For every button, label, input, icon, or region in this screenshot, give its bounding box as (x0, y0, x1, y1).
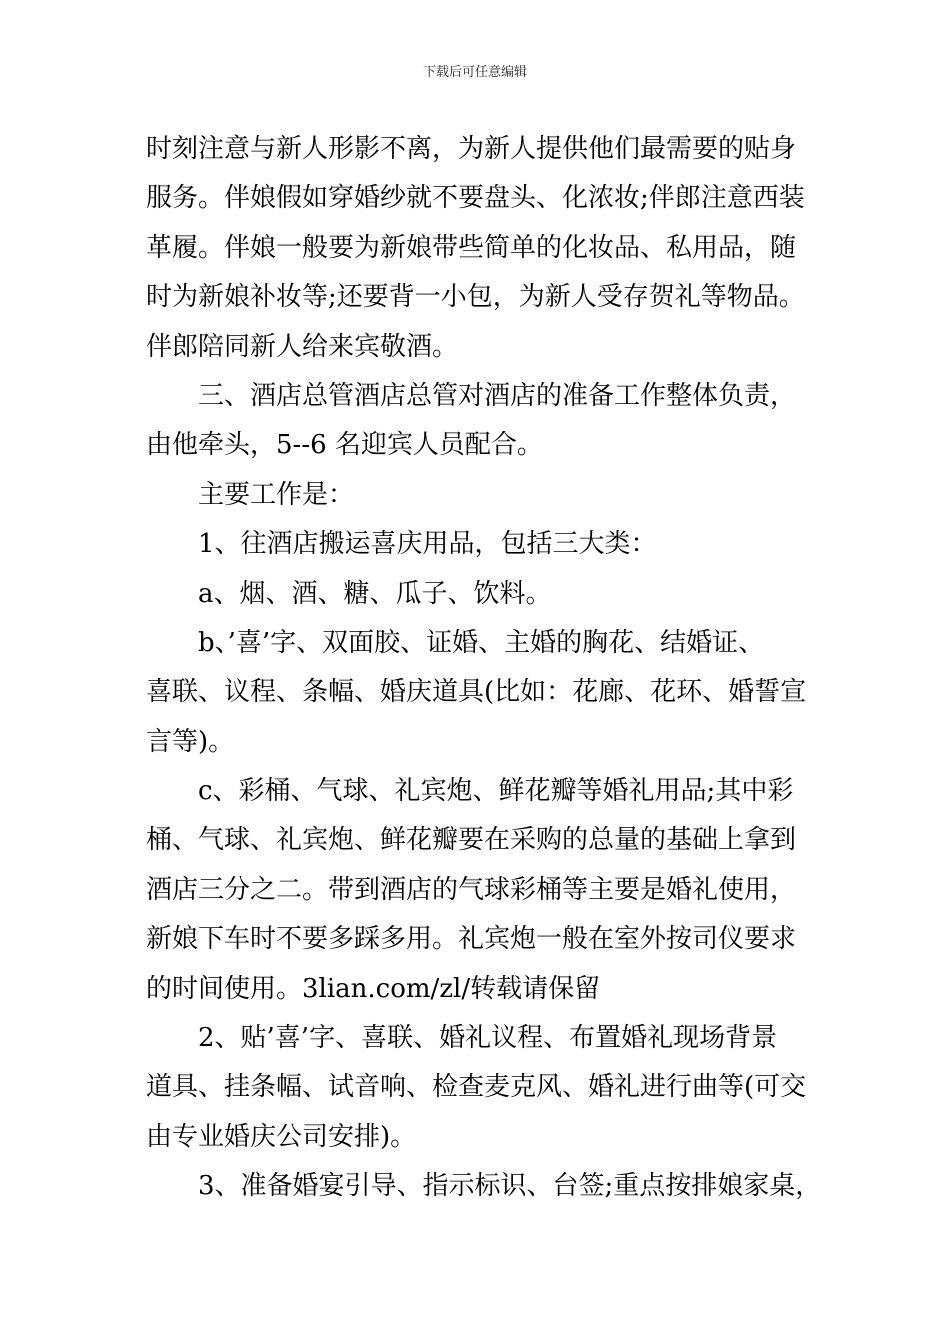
page-header: 下载后可任意编辑 (422, 65, 527, 80)
subheading-line: 主要工作是： (198, 479, 355, 510)
text-line: 由专业婚庆公司安排)。 (146, 1121, 417, 1152)
text-line: 服务。伴娘假如穿婚纱就不要盘头、化浓妆;伴郎注意西装 (146, 183, 805, 214)
document-body (146, 125, 822, 1212)
list-item-line: 3、准备婚宴引导、指示标识、台签;重点按排娘家桌， (198, 1171, 822, 1202)
text-line: 言等)。 (146, 726, 235, 757)
section-heading-line: 三、酒店总管酒店总管对酒店的准备工作整体负责， (198, 380, 797, 411)
text-line: 喜联、议程、条幅、婚庆道具(比如：花廊、花环、婚誓宣 (146, 677, 807, 708)
text-line: 桶、气球、礼宾炮、鲜花瓣要在采购的总量的基础上拿到 (146, 825, 797, 856)
text-line: 道具、挂条幅、试音响、检查麦克风、婚礼进行曲等(可交 (146, 1072, 807, 1103)
list-item-line: 2、贴’喜’字、喜联、婚礼议程、布置婚礼现场背景 (198, 1023, 778, 1054)
text-line: 时为新娘补妆等;还要背一小包，为新人受存贺礼等物品。 (146, 282, 805, 313)
list-item-line: b、’喜’字、双面胶、证婚、主婚的胸花、结婚证、 (198, 627, 765, 658)
text-line: 的时间使用。3lian.com/zl/转载请保留 (146, 973, 601, 1004)
text-line: 由他牵头，5--6 名迎宾人员配合。 (146, 430, 543, 461)
text-line: 伴郎陪同新人给来宾敬酒。 (146, 331, 459, 362)
text-line: 新娘下车时不要多踩多用。礼宾炮一般在室外按司仪要求 (146, 924, 797, 955)
list-item-line: a、烟、酒、糖、瓜子、饮料。 (198, 578, 552, 609)
text-line: 酒店三分之二。带到酒店的气球彩桶等主要是婚礼使用， (146, 874, 797, 905)
text-line: 革履。伴娘一般要为新娘带些简单的化妆品、私用品，随 (146, 232, 797, 263)
text-line: 时刻注意与新人形影不离，为新人提供他们最需要的贴身 (146, 134, 797, 164)
list-item-line: c、彩桶、气球、礼宾炮、鲜花瓣等婚礼用品;其中彩 (198, 776, 794, 807)
list-item-line: 1、往酒店搬运喜庆用品，包括三大类： (198, 529, 657, 560)
